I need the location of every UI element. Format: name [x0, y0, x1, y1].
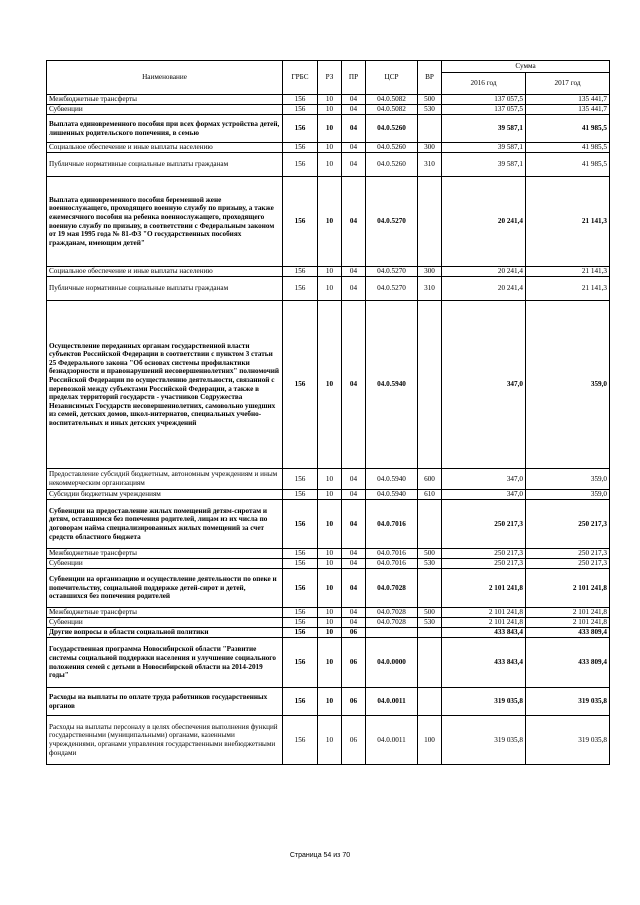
cell-rz: 10: [318, 688, 342, 716]
cell-y2017: 41 985,5: [526, 153, 610, 177]
cell-vr: [418, 115, 442, 143]
cell-rz: 10: [318, 638, 342, 688]
cell-name: Субсидии бюджетным учреждениям: [47, 490, 283, 500]
cell-pr: 04: [342, 469, 366, 490]
cell-vr: 500: [418, 608, 442, 618]
cell-vr: [418, 628, 442, 638]
cell-grbs: 156: [283, 500, 318, 549]
cell-csr: 04.0.7016: [366, 500, 418, 549]
table-row: [47, 688, 610, 716]
table-row: [47, 549, 610, 559]
cell-grbs: 156: [283, 143, 318, 153]
cell-grbs: 156: [283, 716, 318, 765]
cell-y2017: 21 141,3: [526, 277, 610, 301]
table-row: [47, 115, 610, 143]
cell-pr: 04: [342, 500, 366, 549]
cell-y2016: 39 587,1: [442, 143, 526, 153]
cell-grbs: 156: [283, 608, 318, 618]
table-header: [47, 61, 610, 95]
header-pr: ПР: [342, 61, 366, 95]
cell-y2016: 2 101 241,8: [442, 569, 526, 608]
header-sum: Сумма: [442, 61, 610, 73]
cell-rz: 10: [318, 716, 342, 765]
cell-y2016: 347,0: [442, 469, 526, 490]
cell-vr: 610: [418, 490, 442, 500]
cell-rz: 10: [318, 301, 342, 469]
cell-pr: 06: [342, 638, 366, 688]
cell-y2016: 137 057,5: [442, 105, 526, 115]
cell-grbs: 156: [283, 638, 318, 688]
cell-csr: [366, 628, 418, 638]
cell-y2016: 250 217,3: [442, 559, 526, 569]
cell-rz: 10: [318, 153, 342, 177]
cell-grbs: 156: [283, 153, 318, 177]
cell-csr: 04.0.5270: [366, 267, 418, 277]
cell-y2017: 21 141,3: [526, 177, 610, 267]
cell-vr: [418, 638, 442, 688]
cell-grbs: 156: [283, 618, 318, 628]
table-row: [47, 618, 610, 628]
cell-y2017: 250 217,3: [526, 549, 610, 559]
cell-pr: 04: [342, 115, 366, 143]
table-row: [47, 628, 610, 638]
cell-csr: 04.0.7028: [366, 569, 418, 608]
table-row: [47, 267, 610, 277]
cell-vr: 300: [418, 267, 442, 277]
cell-y2016: 319 035,8: [442, 688, 526, 716]
cell-name: Выплата единовременного пособия при всех формах устройства детей, лишенных родительского попечения, в семью: [47, 115, 283, 143]
cell-csr: 04.0.5082: [366, 95, 418, 105]
cell-grbs: 156: [283, 115, 318, 143]
cell-y2016: 20 241,4: [442, 177, 526, 267]
cell-name: Предоставление субсидий бюджетным, автономным учреждениям и иным некоммерческим организациям: [47, 469, 283, 490]
cell-y2017: 359,0: [526, 469, 610, 490]
cell-csr: 04.0.5260: [366, 143, 418, 153]
cell-y2017: 135 441,7: [526, 95, 610, 105]
cell-y2016: 433 843,4: [442, 638, 526, 688]
cell-vr: [418, 500, 442, 549]
table-row: [47, 638, 610, 688]
cell-name: Межбюджетные трансферты: [47, 549, 283, 559]
table-row: [47, 490, 610, 500]
table-row: [47, 559, 610, 569]
cell-grbs: 156: [283, 688, 318, 716]
cell-pr: 04: [342, 301, 366, 469]
cell-y2017: 433 809,4: [526, 628, 610, 638]
cell-csr: 04.0.7028: [366, 618, 418, 628]
cell-y2016: 250 217,3: [442, 500, 526, 549]
cell-grbs: 156: [283, 177, 318, 267]
cell-vr: [418, 177, 442, 267]
cell-y2016: 39 587,1: [442, 115, 526, 143]
cell-name: Расходы на выплаты персоналу в целях обеспечения выполнения функций государственными (муниципальными) органами, казенными учреждениями, органами управления государственными внебюджетными фондами: [47, 716, 283, 765]
cell-name: Субвенции: [47, 559, 283, 569]
cell-name: Выплата единовременного пособия беременной жене военнослужащего, проходящего военную службу по призыву, а также ежемесячного пособия на ребенка военнослужащего, проходящего военную службу по призыву, в соответствии с Федеральным законом от 19 мая 1995 года № 81-ФЗ "О государственных пособиях гражданам, имеющим детей": [47, 177, 283, 267]
cell-y2017: 2 101 241,8: [526, 608, 610, 618]
cell-y2017: 433 809,4: [526, 638, 610, 688]
cell-grbs: 156: [283, 277, 318, 301]
cell-csr: 04.0.5270: [366, 177, 418, 267]
cell-vr: 310: [418, 277, 442, 301]
table-row: [47, 177, 610, 267]
cell-pr: 04: [342, 569, 366, 608]
cell-rz: 10: [318, 490, 342, 500]
cell-pr: 04: [342, 105, 366, 115]
cell-pr: 04: [342, 267, 366, 277]
cell-csr: 04.0.0011: [366, 688, 418, 716]
cell-rz: 10: [318, 628, 342, 638]
cell-pr: 04: [342, 153, 366, 177]
cell-grbs: 156: [283, 469, 318, 490]
cell-vr: 500: [418, 549, 442, 559]
cell-name: Публичные нормативные социальные выплаты гражданам: [47, 153, 283, 177]
cell-grbs: 156: [283, 569, 318, 608]
cell-pr: 04: [342, 143, 366, 153]
cell-rz: 10: [318, 267, 342, 277]
cell-grbs: 156: [283, 105, 318, 115]
cell-y2016: 319 035,8: [442, 716, 526, 765]
cell-name: Межбюджетные трансферты: [47, 608, 283, 618]
budget-table: [46, 60, 610, 765]
table-row: [47, 95, 610, 105]
cell-csr: 04.0.5082: [366, 105, 418, 115]
cell-grbs: 156: [283, 301, 318, 469]
cell-vr: 310: [418, 153, 442, 177]
cell-pr: 04: [342, 177, 366, 267]
cell-y2017: 21 141,3: [526, 267, 610, 277]
cell-y2016: 347,0: [442, 301, 526, 469]
cell-y2017: 250 217,3: [526, 559, 610, 569]
cell-y2017: 319 035,8: [526, 716, 610, 765]
cell-name: Другие вопросы в области социальной политики: [47, 628, 283, 638]
cell-name: Субвенции на предоставление жилых помещений детям-сиротам и детям, оставшимся без попечения родителей, лицам из их числа по договорам найма специализированных жилых помещений за счет средств областного бюджета: [47, 500, 283, 549]
cell-vr: 300: [418, 143, 442, 153]
cell-rz: 10: [318, 559, 342, 569]
cell-name: Государственная программа Новосибирской области "Развитие системы социальной поддержки населения и улучшение социального положения семей с детьми в Новосибирской области на 2014-2019 годы": [47, 638, 283, 688]
cell-vr: [418, 569, 442, 608]
cell-csr: 04.0.5940: [366, 469, 418, 490]
page-footer: Страница 54 из 70: [289, 852, 351, 859]
header-name: Наименование: [47, 61, 283, 95]
cell-csr: 04.0.5940: [366, 490, 418, 500]
cell-vr: 600: [418, 469, 442, 490]
table-row: [47, 153, 610, 177]
cell-csr: 04.0.5260: [366, 153, 418, 177]
cell-y2017: 359,0: [526, 301, 610, 469]
cell-csr: 04.0.7016: [366, 549, 418, 559]
cell-grbs: 156: [283, 490, 318, 500]
cell-y2016: 20 241,4: [442, 267, 526, 277]
table-row: [47, 277, 610, 301]
cell-y2016: 137 057,5: [442, 95, 526, 105]
cell-y2017: 41 985,5: [526, 143, 610, 153]
cell-grbs: 156: [283, 267, 318, 277]
cell-rz: 10: [318, 177, 342, 267]
cell-rz: 10: [318, 500, 342, 549]
cell-y2016: 250 217,3: [442, 549, 526, 559]
cell-y2016: 39 587,1: [442, 153, 526, 177]
header-year-2017: 2017 год: [526, 73, 610, 95]
cell-vr: [418, 301, 442, 469]
header-csr: ЦСР: [366, 61, 418, 95]
cell-rz: 10: [318, 105, 342, 115]
cell-vr: 100: [418, 716, 442, 765]
cell-pr: 06: [342, 688, 366, 716]
cell-rz: 10: [318, 549, 342, 559]
cell-pr: 04: [342, 95, 366, 105]
table-row: [47, 569, 610, 608]
cell-grbs: 156: [283, 95, 318, 105]
cell-y2016: 433 843,4: [442, 628, 526, 638]
cell-pr: 04: [342, 618, 366, 628]
table-row: [47, 301, 610, 469]
cell-csr: 04.0.7016: [366, 559, 418, 569]
table-body: [47, 95, 610, 765]
cell-rz: 10: [318, 143, 342, 153]
table-row: [47, 716, 610, 765]
cell-vr: 530: [418, 618, 442, 628]
cell-rz: 10: [318, 115, 342, 143]
header-year-2016: 2016 год: [442, 73, 526, 95]
cell-csr: 04.0.7028: [366, 608, 418, 618]
cell-csr: 04.0.0011: [366, 716, 418, 765]
cell-name: Субвенции: [47, 105, 283, 115]
cell-y2016: 20 241,4: [442, 277, 526, 301]
cell-rz: 10: [318, 95, 342, 105]
cell-grbs: 156: [283, 559, 318, 569]
cell-vr: 500: [418, 95, 442, 105]
cell-pr: 06: [342, 716, 366, 765]
table-row: [47, 500, 610, 549]
cell-name: Осуществление переданных органам государственной власти субъектов Российской Федерации в соответствии с пунктом 3 статьи 25 Федерального закона "Об основах системы профилактики безнадзорности и правонарушений несовершеннолетних" полномочий Российской Федерации по осуществлению деятельности, связанной с перевозкой между субъектами Российской Федерации, а также в пределах территорий государств - участников Содружества Независимых Государств несовершеннолетних, самовольно ушедших из семей, детских домов, школ-интернатов, специальных учебно-воспитательных и иных детских учреждений: [47, 301, 283, 469]
cell-y2016: 2 101 241,8: [442, 618, 526, 628]
cell-rz: 10: [318, 618, 342, 628]
cell-name: Социальное обеспечение и иные выплаты населению: [47, 267, 283, 277]
cell-name: Расходы на выплаты по оплате труда работников государственных органов: [47, 688, 283, 716]
cell-y2016: 347,0: [442, 490, 526, 500]
cell-y2017: 319 035,8: [526, 688, 610, 716]
cell-y2017: 359,0: [526, 490, 610, 500]
cell-name: Субвенции: [47, 618, 283, 628]
cell-y2017: 2 101 241,8: [526, 569, 610, 608]
table-row: [47, 143, 610, 153]
cell-rz: 10: [318, 469, 342, 490]
cell-y2016: 2 101 241,8: [442, 608, 526, 618]
cell-grbs: 156: [283, 628, 318, 638]
cell-pr: 04: [342, 277, 366, 301]
cell-vr: 530: [418, 559, 442, 569]
cell-pr: 04: [342, 559, 366, 569]
cell-rz: 10: [318, 277, 342, 301]
cell-csr: 04.0.5270: [366, 277, 418, 301]
header-grbs: ГРБС: [283, 61, 318, 95]
cell-name: Публичные нормативные социальные выплаты гражданам: [47, 277, 283, 301]
cell-pr: 04: [342, 490, 366, 500]
table-row: [47, 469, 610, 490]
table-row: [47, 105, 610, 115]
cell-csr: 04.0.0000: [366, 638, 418, 688]
table-row: [47, 608, 610, 618]
cell-y2017: 250 217,3: [526, 500, 610, 549]
cell-name: Межбюджетные трансферты: [47, 95, 283, 105]
cell-rz: 10: [318, 569, 342, 608]
cell-pr: 04: [342, 549, 366, 559]
cell-y2017: 41 985,5: [526, 115, 610, 143]
cell-vr: [418, 688, 442, 716]
cell-grbs: 156: [283, 549, 318, 559]
header-rz: РЗ: [318, 61, 342, 95]
cell-name: Субвенции на организацию и осуществление деятельности по опеке и попечительству, социальной поддержке детей-сирот и детей, оставшихся без попечения родителей: [47, 569, 283, 608]
cell-pr: 06: [342, 628, 366, 638]
cell-y2017: 135 441,7: [526, 105, 610, 115]
cell-pr: 04: [342, 608, 366, 618]
cell-csr: 04.0.5940: [366, 301, 418, 469]
cell-y2017: 2 101 241,8: [526, 618, 610, 628]
cell-csr: 04.0.5260: [366, 115, 418, 143]
header-vr: ВР: [418, 61, 442, 95]
cell-vr: 530: [418, 105, 442, 115]
cell-name: Социальное обеспечение и иные выплаты населению: [47, 143, 283, 153]
cell-rz: 10: [318, 608, 342, 618]
